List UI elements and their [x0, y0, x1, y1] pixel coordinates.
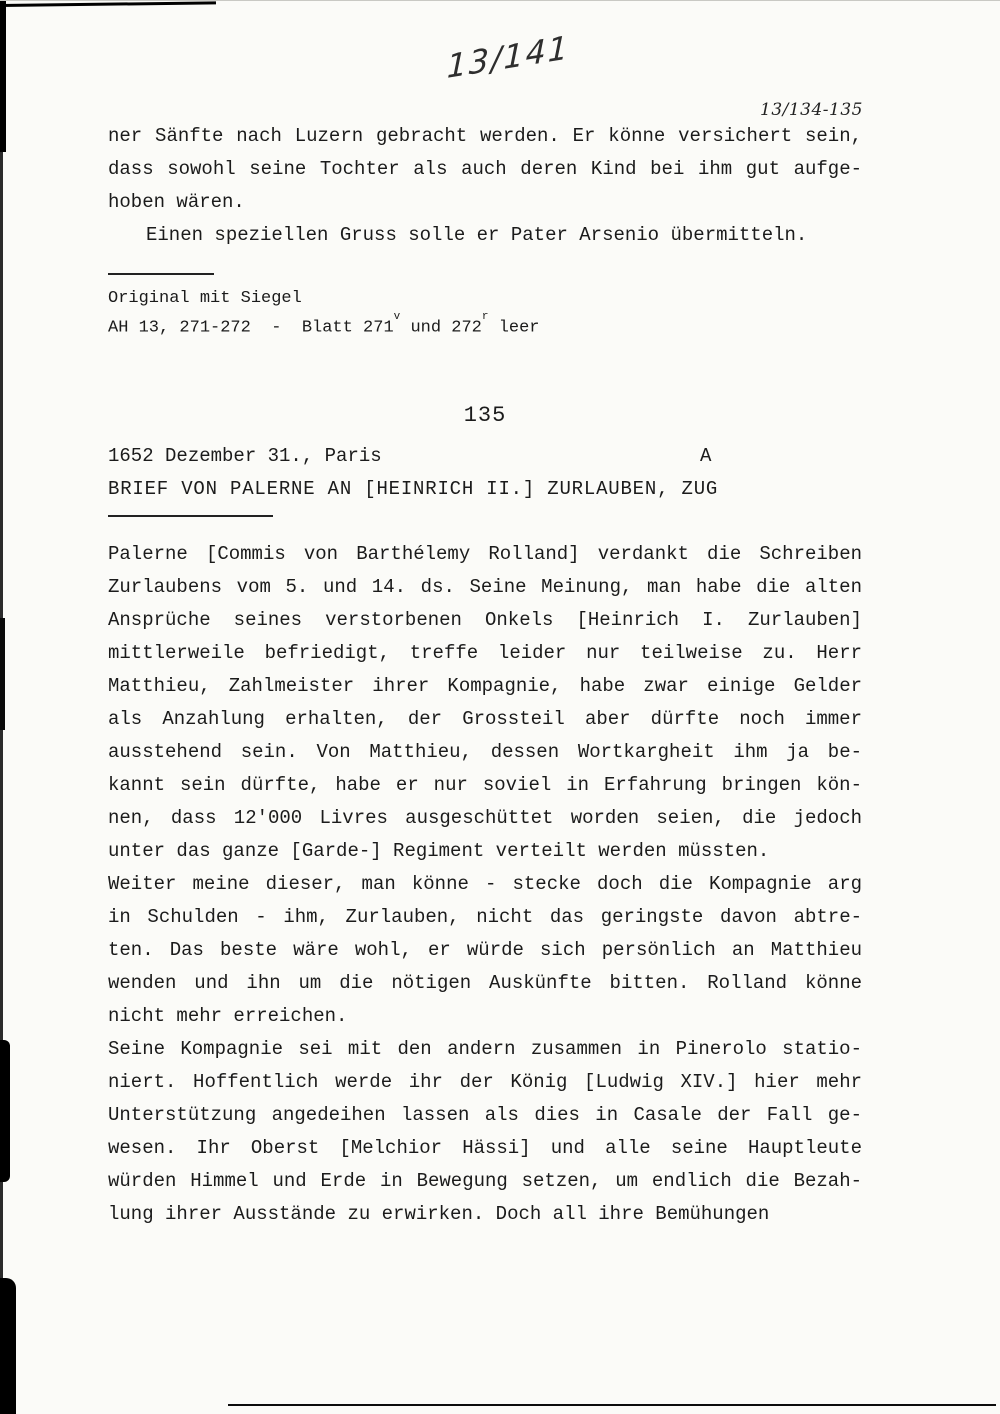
- text-line: Weiter meine dieser, man könne - stecke doch die Kompagnie arg: [108, 873, 862, 895]
- separator-rule: [108, 273, 214, 275]
- handwritten-annotation: 13/141: [446, 27, 571, 87]
- entry-title: BRIEF VON PALERNE AN [HEINRICH II.] ZURLAUBEN, ZUG: [108, 478, 719, 500]
- scan-artifact-top-hairline: [0, 0, 1000, 1]
- page-header-number: 13/134-135: [760, 100, 863, 120]
- text-line: wenden und ihn um die nötigen Auskünfte bitten. Rolland könne: [108, 972, 862, 994]
- text-line: Einen speziellen Gruss solle er Pater Arsenio übermitteln.: [146, 224, 808, 246]
- text-line: Palerne [Commis von Barthélemy Rolland] verdankt die Schreiben: [108, 543, 862, 565]
- text-line: ten. Das beste wäre wohl, er würde sich persönlich an Matthieu: [108, 939, 862, 961]
- text-line: mittlerweile befriedigt, treffe leider nur teilweise zu. Herr: [108, 642, 862, 664]
- scan-artifact-left-lower: [0, 1040, 10, 1182]
- text-line: niert. Hoffentlich werde ihr der König [Ludwig XIV.] hier mehr: [108, 1071, 862, 1093]
- text-line: würden Himmel und Erde in Bewegung setzen, um endlich die Bezah-: [108, 1170, 862, 1192]
- text-line: Unterstützung angedeihen lassen als dies in Casale der Fall ge-: [108, 1104, 862, 1126]
- scan-artifact-bottom-line: [228, 1404, 996, 1406]
- folio-superscript: v: [393, 311, 401, 323]
- text-line: ner Sänfte nach Luzern gebracht werden. Er könne versichert sein,: [108, 125, 862, 147]
- text-line: unter das ganze [Garde-] Regiment verteilt werden müssten.: [108, 840, 770, 862]
- entry-number: 135: [463, 403, 507, 428]
- previous-entry-text: [108, 120, 862, 252]
- archive-ref-part: leer: [488, 318, 540, 338]
- archive-ref-part: AH 13, 271-272 - Blatt 271: [108, 318, 394, 338]
- scan-artifact-left-middle: [0, 618, 5, 730]
- text-line: Matthieu, Zahlmeister ihrer Kompagnie, habe zwar einige Gelder: [108, 675, 862, 697]
- entry-heading: [108, 440, 862, 506]
- provenance-block: [108, 286, 862, 341]
- text-line: hoben wären.: [108, 191, 245, 213]
- text-line: ausstehend sein. Von Matthieu, dessen Wortkargheit ihm ja be-: [108, 741, 862, 763]
- scan-artifact-bottom-left: [0, 1278, 16, 1414]
- text-line: wesen. Ihr Oberst [Melchior Hässi] und alle seine Hauptleute: [108, 1137, 862, 1159]
- text-line: Ansprüche seines verstorbenen Onkels [Heinrich I. Zurlauben]: [108, 609, 862, 631]
- text-line: Zurlaubens vom 5. und 14. ds. Seine Meinung, man habe die alten: [108, 576, 862, 598]
- text-line: als Anzahlung erhalten, der Grossteil aber dürfte noch immer: [108, 708, 862, 730]
- archive-ref-part: und 272: [400, 318, 482, 338]
- folio-superscript: r: [481, 311, 489, 323]
- text-line: nen, dass 12'000 Livres ausgeschüttet worden seien, die jedoch: [108, 807, 862, 829]
- scan-artifact-left-top: [0, 0, 6, 152]
- marginal-letter: A: [700, 445, 712, 467]
- separator-rule: [108, 515, 273, 517]
- text-line: Seine Kompagnie sei mit den andern zusammen in Pinerolo statio-: [108, 1038, 862, 1060]
- text-line: lung ihrer Ausstände zu erwirken. Doch all ihre Bemühungen: [108, 1203, 770, 1225]
- archive-reference: [108, 311, 862, 341]
- entry-body: [108, 538, 862, 1231]
- entry-date-line: [108, 440, 862, 473]
- text-line: kannt sein dürfte, habe er nur soviel in Erfahrung bringen kön-: [108, 774, 862, 796]
- text-line: dass sowohl seine Tochter als auch deren Kind bei ihm gut aufge-: [108, 158, 862, 180]
- scan-artifact-top-line: [0, 1, 216, 7]
- source-note: Original mit Siegel: [108, 289, 302, 308]
- text-line: nicht mehr erreichen.: [108, 1005, 348, 1027]
- entry-date-place: 1652 Dezember 31., Paris: [108, 445, 382, 467]
- text-line: in Schulden - ihm, Zurlauben, nicht das geringste davon abtre-: [108, 906, 862, 928]
